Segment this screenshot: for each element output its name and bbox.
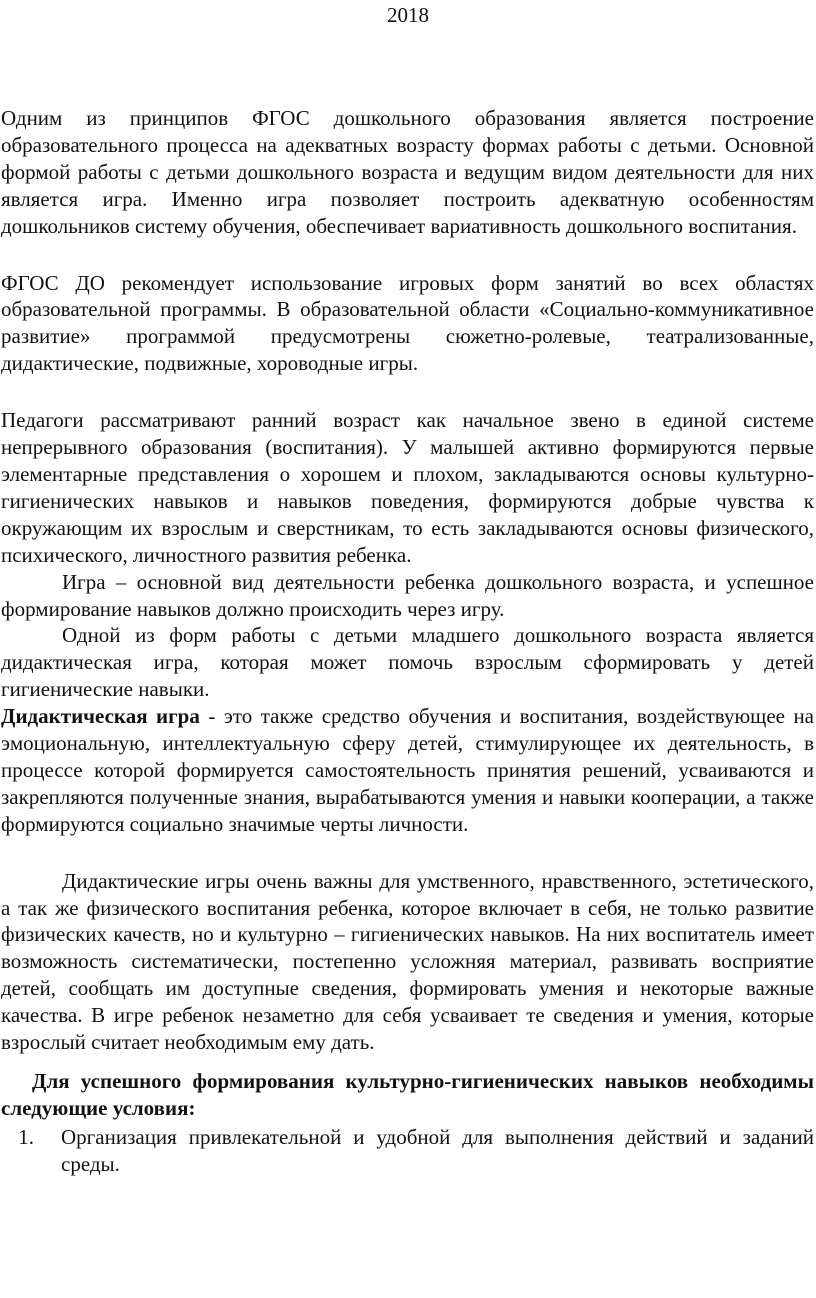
paragraph-didactic-game-form: Одной из форм работы с детьми младшего дошкольного возраста является дидактическая игра, которая может помочь взрослым сформировать у детей гигиенические навыки. [1, 623, 814, 702]
didactic-game-term: Дидактическая игра [1, 704, 200, 729]
list-item-text: Организация привлекательной и удобной для выполнения действий и заданий среды. [61, 1124, 814, 1176]
paragraph-fgos-principles: Одним из принципов ФГОС дошкольного образования является построение образовательного процесса на адекватных возрасту формах работы с детьми. Основной формой работы с детьми дошкольного возраста и ведущим видом деятельности для них является игра. Именно игра позволяет построить адекватную особенностям дошкольников систему обучения, обеспечивает вариативность дошкольного воспитания. [1, 106, 814, 238]
conditions-heading [1, 1068, 814, 1122]
list-item [1, 1124, 814, 1178]
paragraph-early-age: Педагоги рассматривают ранний возраст как начальное звено в единой системе непрерывного образования (воспитания). У малышей активно формируются первые элементарные представления о хорошем и плохом, закладываются основы культурно-гигиенических навыков и навыков поведения, формируются добрые чувства к окружающим их взрослым и сверстникам, то есть закладываются основы физического, психического, личностного развития ребенка. [1, 408, 814, 567]
paragraph-fgos-recommendations: ФГОС ДО рекомендует использование игровых форм занятий во всех областях образовательной программы. В образовательной области «Социально-коммуникативное развитие» программой предусмотрены сюжетно-ролевые, театрализованные, дидактические, подвижные, хороводные игры. [1, 270, 814, 376]
didactic-game-definition-text: - это также средство обучения и воспитания, воздействующее на эмоциональную, интеллектуальную сферу детей, стимулирующее их деятельность, в процессе которой формируется самостоятельность принятия решений, усваиваются и закрепляются полученные знания, вырабатываются умения и навыки кооперации, а также формируются социально значимые черты личности. [1, 704, 815, 836]
paragraph-game-activity: Игра – основной вид деятельности ребенка дошкольного возраста, и успешное формирование навыков должно происходить через игру. [1, 569, 814, 621]
page-year-header: 2018 [387, 3, 429, 27]
paragraph-didactic-games-importance: Дидактические игры очень важны для умственного, нравственного, эстетического, а так же физического воспитания ребенка, которое включает в себя, не только развитие физических качеств, но и культурно – гигиенических навыков. На них воспитатель имеет возможность систематически, постепенно усложняя материал, развивать восприятие детей, сообщать им доступные сведения, формировать умения и некоторые важные качества. В игре ребенок незаметно для себя усваивает те сведения и умения, которые взрослый считает необходимым ему дать. [1, 868, 814, 1055]
paragraph-didactic-game-definition [1, 703, 814, 838]
document-body [1, 105, 814, 1178]
list-item-number: 1. [18, 1124, 34, 1149]
conditions-heading-text: Для успешного формирования культурно-гигиенических навыков необходимы следующие условия: [1, 1069, 814, 1120]
